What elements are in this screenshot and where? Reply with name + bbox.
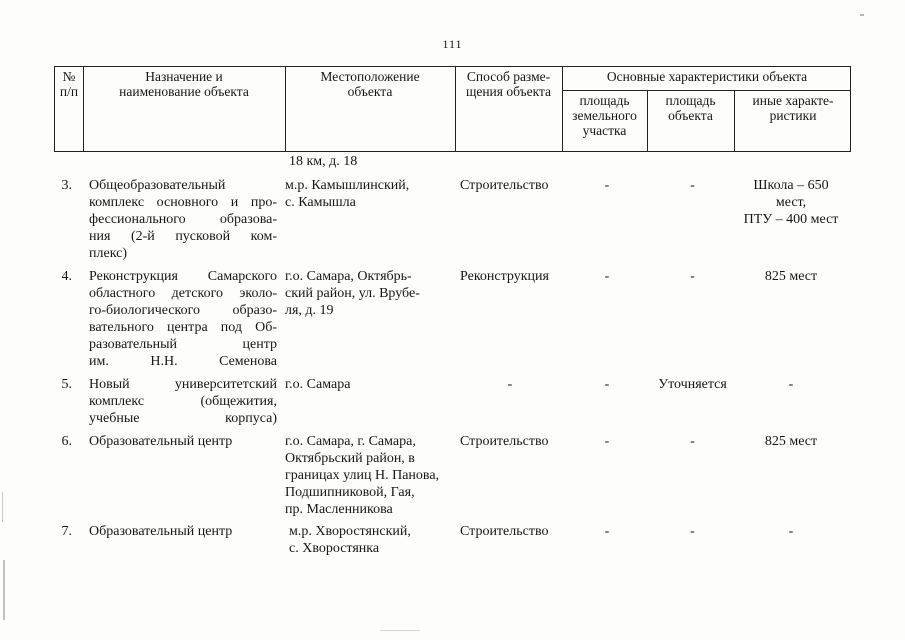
object-name: Общеобразовательный комплекс основного и про- фессионального образова- ния (2-й пусковой ком- плекс)	[89, 178, 277, 261]
header-name: Назначение и наименование объекта	[119, 69, 249, 99]
header-object-area: площадь объекта	[665, 93, 716, 123]
land-area: -	[604, 178, 610, 193]
object-area: -	[690, 269, 695, 284]
scan-artifact	[3, 560, 5, 620]
object-area: -	[690, 178, 695, 193]
page-number: 111	[442, 37, 463, 51]
row-number: 4.	[61, 269, 72, 284]
other-characteristics: -	[788, 524, 794, 539]
object-location: м.р. Камышлинский, с. Камышла	[285, 178, 410, 210]
row-number: 3.	[61, 178, 72, 193]
header-main-characteristics: Основные характеристики объекта	[606, 69, 808, 84]
object-location: г.о. Самара	[285, 377, 351, 392]
land-area: -	[604, 269, 610, 284]
object-location: г.о. Самара, г. Самара, Октябрьский район, в границах улиц Н. Панова, Подшипниковой, Гая, пр. Масленникова	[285, 434, 440, 517]
object-area: -	[690, 524, 695, 539]
placement-method: Строительство	[460, 524, 549, 539]
object-name: Новый университетский комплекс (общежития, учебные корпуса)	[89, 377, 277, 426]
object-name: Реконструкция Самарского областного детского эколо- го-биологического образо- вательного центра под Об- разовательный центр им. Н.Н. Семенова	[89, 269, 277, 369]
header-number: № п/п	[59, 69, 79, 99]
placement-method: -	[507, 377, 513, 392]
table-header	[54, 66, 851, 152]
continuation-location: 18 км, д. 18	[289, 154, 358, 169]
land-area: -	[604, 524, 610, 539]
object-area: Уточняется	[658, 377, 727, 392]
other-characteristics: Школа – 650 мест, ПТУ – 400 мест	[743, 178, 839, 227]
land-area: -	[604, 377, 610, 392]
header-location: Местоположение объекта	[320, 69, 420, 99]
object-area: -	[690, 434, 695, 449]
scan-artifact	[2, 492, 3, 522]
row-number: 6.	[61, 434, 72, 449]
other-characteristics: 825 мест	[764, 269, 818, 284]
other-characteristics: 825 мест	[764, 434, 818, 449]
object-name: Образовательный центр	[89, 524, 233, 539]
header-other-characteristics: иные характе- ристики	[752, 93, 834, 123]
placement-method: Строительство	[460, 178, 549, 193]
placement-method: Строительство	[460, 434, 549, 449]
row-number: 7.	[61, 524, 72, 539]
row-number: 5.	[61, 377, 72, 392]
placement-method: Реконструкция	[460, 269, 549, 284]
object-name: Образовательный центр	[89, 434, 233, 449]
header-land-area: площадь земельного участка	[572, 93, 637, 138]
scan-artifact	[860, 14, 864, 16]
header-method: Способ разме- щения объекта	[465, 69, 552, 99]
object-location: г.о. Самара, Октябрь- ский район, ул. Врубе- ля, д. 19	[285, 269, 420, 318]
land-area: -	[604, 434, 610, 449]
row-divider	[562, 90, 850, 91]
object-location: м.р. Хворостянский, с. Хворостянка	[289, 524, 411, 556]
scan-artifact	[380, 630, 420, 631]
other-characteristics: -	[788, 377, 794, 392]
